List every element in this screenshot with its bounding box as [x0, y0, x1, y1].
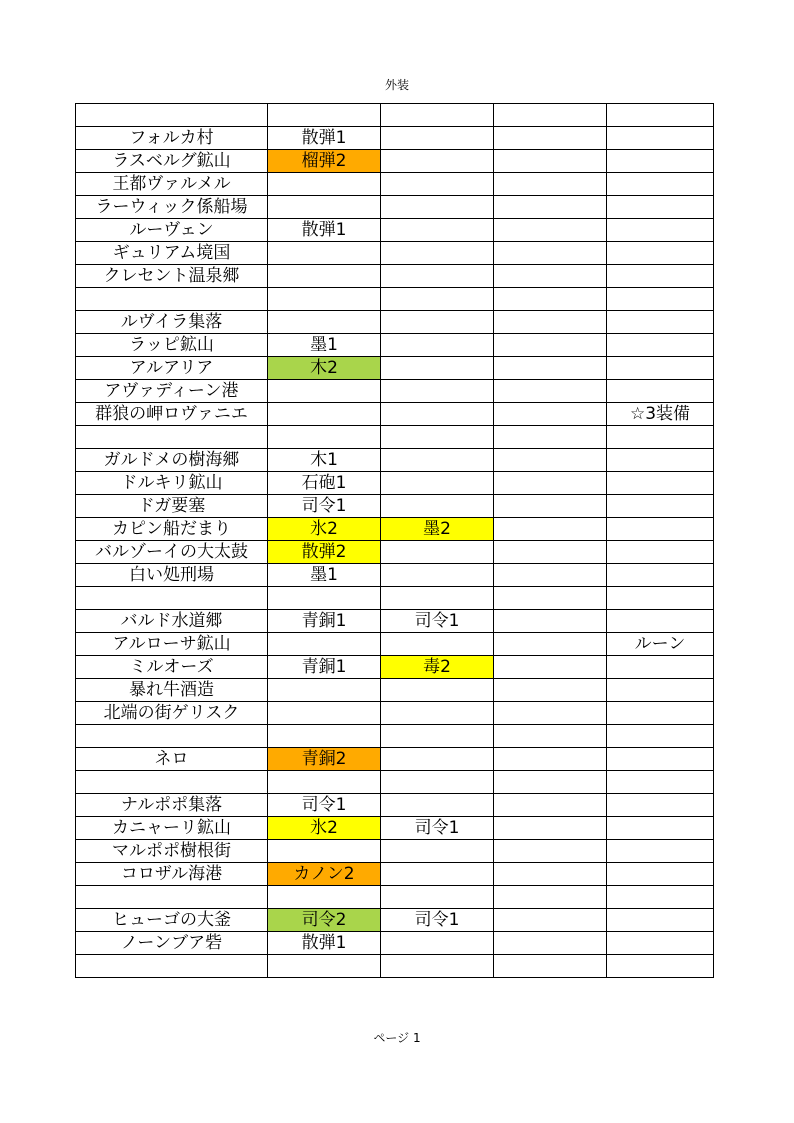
item-cell	[268, 725, 381, 748]
item-cell	[381, 104, 494, 127]
location-cell: カピン船だまり	[76, 518, 268, 541]
table-row	[76, 541, 714, 564]
item-cell	[381, 794, 494, 817]
location-cell: 王都ヴァルメル	[76, 173, 268, 196]
item-cell	[494, 840, 607, 863]
table-row	[76, 173, 714, 196]
item-cell	[607, 587, 714, 610]
item-cell	[607, 288, 714, 311]
item-cell	[494, 817, 607, 840]
location-cell: ギュリアム境国	[76, 242, 268, 265]
page-footer: ページ 1	[373, 1031, 421, 1045]
table-row	[76, 242, 714, 265]
item-cell	[494, 403, 607, 426]
item-cell	[381, 288, 494, 311]
item-cell	[494, 610, 607, 633]
item-cell	[268, 311, 381, 334]
item-cell	[607, 886, 714, 909]
item-cell	[607, 518, 714, 541]
item-cell: 散弾1	[268, 127, 381, 150]
location-cell: カニャーリ鉱山	[76, 817, 268, 840]
item-cell	[381, 955, 494, 978]
item-cell	[607, 265, 714, 288]
item-cell	[268, 587, 381, 610]
item-cell	[381, 840, 494, 863]
item-cell	[494, 863, 607, 886]
item-cell	[607, 702, 714, 725]
item-cell	[268, 242, 381, 265]
table-row	[76, 334, 714, 357]
item-cell	[494, 265, 607, 288]
location-cell: アルアリア	[76, 357, 268, 380]
item-cell	[381, 863, 494, 886]
location-cell	[76, 288, 268, 311]
location-cell: マルポポ樹根街	[76, 840, 268, 863]
item-cell	[381, 173, 494, 196]
item-cell: 司令1	[381, 909, 494, 932]
item-cell	[268, 380, 381, 403]
table-row	[76, 426, 714, 449]
item-cell	[607, 196, 714, 219]
item-cell	[494, 886, 607, 909]
item-cell	[494, 311, 607, 334]
table-row	[76, 725, 714, 748]
location-cell: フォルカ村	[76, 127, 268, 150]
item-cell	[494, 288, 607, 311]
item-cell	[607, 357, 714, 380]
item-cell	[381, 886, 494, 909]
location-cell: ガルドメの樹海郷	[76, 449, 268, 472]
item-cell: 木2	[268, 357, 381, 380]
table-row	[76, 886, 714, 909]
item-cell	[607, 748, 714, 771]
item-cell	[494, 150, 607, 173]
table-row	[76, 633, 714, 656]
item-cell	[607, 863, 714, 886]
item-cell	[381, 541, 494, 564]
item-cell	[494, 725, 607, 748]
item-cell	[381, 771, 494, 794]
location-cell: 白い処刑場	[76, 564, 268, 587]
item-cell	[381, 219, 494, 242]
item-cell: 司令1	[381, 817, 494, 840]
item-cell	[607, 334, 714, 357]
item-cell	[494, 426, 607, 449]
location-cell: 群狼の岬ロヴァニエ	[76, 403, 268, 426]
item-cell	[381, 357, 494, 380]
item-cell	[607, 840, 714, 863]
item-cell: 氷2	[268, 817, 381, 840]
item-cell	[494, 679, 607, 702]
item-cell	[268, 702, 381, 725]
item-cell	[494, 104, 607, 127]
item-cell	[607, 173, 714, 196]
table-row	[76, 265, 714, 288]
table-row	[76, 449, 714, 472]
table-row	[76, 587, 714, 610]
item-cell	[607, 104, 714, 127]
item-cell	[381, 495, 494, 518]
item-cell	[494, 495, 607, 518]
item-cell: 散弾1	[268, 932, 381, 955]
item-cell: 司令1	[268, 495, 381, 518]
location-cell: ヒューゴの大釜	[76, 909, 268, 932]
table-row	[76, 656, 714, 679]
item-cell: 司令1	[268, 794, 381, 817]
item-cell	[381, 748, 494, 771]
item-cell	[494, 702, 607, 725]
item-cell	[607, 449, 714, 472]
table-row	[76, 219, 714, 242]
location-cell: ラーウィック係船場	[76, 196, 268, 219]
item-cell	[381, 725, 494, 748]
item-cell	[381, 403, 494, 426]
location-cell	[76, 426, 268, 449]
table-row	[76, 564, 714, 587]
item-cell	[607, 817, 714, 840]
item-cell	[381, 196, 494, 219]
item-cell	[494, 587, 607, 610]
item-cell	[381, 242, 494, 265]
item-cell	[381, 679, 494, 702]
item-cell	[607, 311, 714, 334]
item-cell	[494, 219, 607, 242]
table-row	[76, 104, 714, 127]
location-cell: コロザル海港	[76, 863, 268, 886]
table-row	[76, 610, 714, 633]
item-cell	[607, 909, 714, 932]
item-cell: 墨1	[268, 564, 381, 587]
item-cell: ルーン	[607, 633, 714, 656]
item-cell: 石砲1	[268, 472, 381, 495]
table-row	[76, 955, 714, 978]
item-cell: 司令1	[381, 610, 494, 633]
item-cell	[268, 679, 381, 702]
item-cell	[381, 472, 494, 495]
table-row	[76, 150, 714, 173]
location-cell: アヴァディーン港	[76, 380, 268, 403]
item-cell	[494, 173, 607, 196]
item-cell: 木1	[268, 449, 381, 472]
table-row	[76, 840, 714, 863]
table-row	[76, 380, 714, 403]
table-row	[76, 817, 714, 840]
table-row	[76, 679, 714, 702]
location-cell: ルヴイラ集落	[76, 311, 268, 334]
item-cell	[607, 932, 714, 955]
item-cell	[381, 587, 494, 610]
item-cell	[607, 426, 714, 449]
item-cell	[381, 334, 494, 357]
item-cell: カノン2	[268, 863, 381, 886]
location-cell: ナルポポ集落	[76, 794, 268, 817]
spreadsheet-table	[75, 103, 714, 978]
item-cell	[494, 633, 607, 656]
item-cell	[494, 380, 607, 403]
item-cell	[607, 679, 714, 702]
item-cell	[494, 771, 607, 794]
item-cell: 墨1	[268, 334, 381, 357]
item-cell	[494, 955, 607, 978]
location-cell: ドガ要塞	[76, 495, 268, 518]
item-cell	[607, 656, 714, 679]
item-cell	[381, 932, 494, 955]
item-cell	[494, 449, 607, 472]
item-cell	[268, 196, 381, 219]
item-cell	[607, 495, 714, 518]
item-cell: 青銅1	[268, 656, 381, 679]
item-cell	[268, 840, 381, 863]
item-cell	[494, 196, 607, 219]
table-row	[76, 357, 714, 380]
item-cell	[607, 541, 714, 564]
location-cell: 暴れ牛酒造	[76, 679, 268, 702]
location-cell: ドルキリ鉱山	[76, 472, 268, 495]
location-cell: ラスベルグ鉱山	[76, 150, 268, 173]
location-cell: ルーヴェン	[76, 219, 268, 242]
item-cell	[494, 357, 607, 380]
item-cell	[494, 564, 607, 587]
item-cell	[607, 771, 714, 794]
item-cell	[268, 633, 381, 656]
item-cell	[607, 219, 714, 242]
page-title: 外装	[384, 78, 409, 92]
item-cell	[607, 150, 714, 173]
item-cell	[268, 265, 381, 288]
location-cell: バルゾーイの大太鼓	[76, 541, 268, 564]
table-row	[76, 748, 714, 771]
table-row	[76, 403, 714, 426]
item-cell	[607, 794, 714, 817]
location-cell	[76, 886, 268, 909]
item-cell	[268, 104, 381, 127]
location-cell: アルローサ鉱山	[76, 633, 268, 656]
item-cell	[381, 127, 494, 150]
item-cell: 司令2	[268, 909, 381, 932]
location-cell	[76, 104, 268, 127]
table-row	[76, 518, 714, 541]
item-cell	[494, 127, 607, 150]
item-cell	[607, 127, 714, 150]
item-cell	[381, 380, 494, 403]
item-cell	[494, 242, 607, 265]
location-cell: ラッピ鉱山	[76, 334, 268, 357]
item-cell: 墨2	[381, 518, 494, 541]
location-cell: 北端の街ゲリスク	[76, 702, 268, 725]
item-cell	[494, 334, 607, 357]
item-cell	[494, 656, 607, 679]
item-cell	[381, 311, 494, 334]
item-cell: 青銅1	[268, 610, 381, 633]
item-cell	[607, 725, 714, 748]
table-row	[76, 702, 714, 725]
item-cell	[381, 564, 494, 587]
table-row	[76, 863, 714, 886]
table-row	[76, 127, 714, 150]
item-cell	[268, 886, 381, 909]
item-cell	[494, 794, 607, 817]
table-row	[76, 472, 714, 495]
item-cell: 散弾1	[268, 219, 381, 242]
location-cell: ミルオーズ	[76, 656, 268, 679]
table-row	[76, 794, 714, 817]
item-cell	[381, 633, 494, 656]
item-cell	[381, 449, 494, 472]
item-cell	[381, 150, 494, 173]
location-cell	[76, 725, 268, 748]
item-cell	[268, 426, 381, 449]
item-cell	[494, 748, 607, 771]
table-row	[76, 311, 714, 334]
location-cell: クレセント温泉郷	[76, 265, 268, 288]
item-cell: 榴弾2	[268, 150, 381, 173]
item-cell	[268, 173, 381, 196]
item-cell	[381, 265, 494, 288]
item-cell	[268, 403, 381, 426]
item-cell	[494, 932, 607, 955]
location-cell: バルド水道郷	[76, 610, 268, 633]
table-row	[76, 909, 714, 932]
item-cell	[607, 610, 714, 633]
item-cell	[268, 288, 381, 311]
location-cell: ノーンブア砦	[76, 932, 268, 955]
location-cell: ネロ	[76, 748, 268, 771]
item-cell: 散弾2	[268, 541, 381, 564]
table-row	[76, 495, 714, 518]
item-cell: 氷2	[268, 518, 381, 541]
location-cell	[76, 587, 268, 610]
table-row	[76, 932, 714, 955]
item-cell	[494, 472, 607, 495]
item-cell	[607, 380, 714, 403]
item-cell: 青銅2	[268, 748, 381, 771]
item-cell	[268, 955, 381, 978]
item-cell	[607, 242, 714, 265]
item-cell	[607, 564, 714, 587]
table-body	[76, 104, 714, 978]
location-cell	[76, 771, 268, 794]
location-cell	[76, 955, 268, 978]
item-cell: 毒2	[381, 656, 494, 679]
table-row	[76, 196, 714, 219]
item-cell	[494, 909, 607, 932]
item-cell	[494, 541, 607, 564]
item-cell	[381, 426, 494, 449]
item-cell	[607, 955, 714, 978]
item-cell	[607, 472, 714, 495]
item-cell	[268, 771, 381, 794]
item-cell	[381, 702, 494, 725]
table-row	[76, 288, 714, 311]
item-cell	[494, 518, 607, 541]
item-cell: ☆3装備	[607, 403, 714, 426]
table-row	[76, 771, 714, 794]
